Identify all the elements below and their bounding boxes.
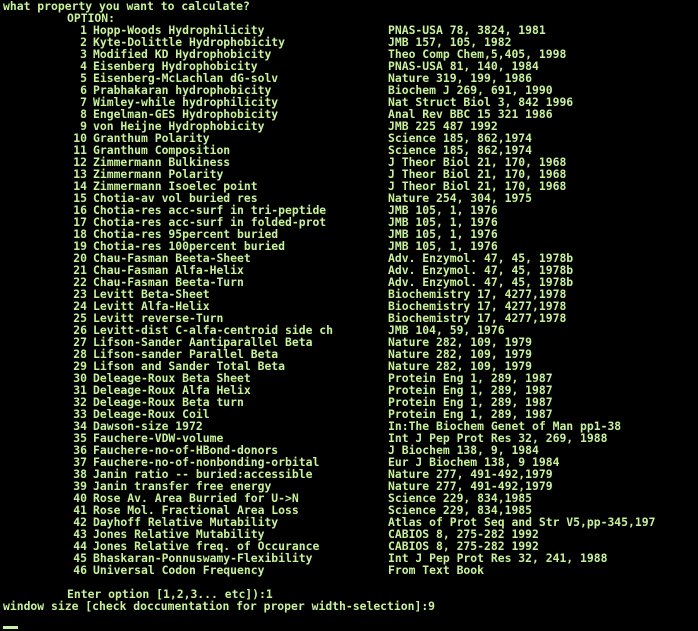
option-number: 29 — [73, 359, 87, 373]
option-reference: Biochemistry 17, 4277,1978 — [388, 299, 567, 313]
option-property-name: Engelman-GES Hydrophobicity — [93, 107, 279, 121]
option-property-name: Eisenberg-McLachlan dG-solv — [93, 71, 279, 85]
option-reference: Adv. Enzymol. 47, 45, 1978b — [388, 263, 574, 277]
option-number: 18 — [73, 227, 87, 241]
option-reference: Protein Eng 1, 289, 1987 — [388, 383, 553, 397]
option-reference: Adv. Enzymol. 47, 45, 1978b — [388, 251, 574, 265]
option-reference: Science 229, 834,1985 — [388, 503, 533, 517]
option-property-name: Jones Relative Mutability — [93, 527, 265, 541]
option-reference: Nature 319, 199, 1986 — [388, 71, 533, 85]
option-row — [0, 564, 698, 576]
option-property-name: Chotia-res acc-surf in tri-peptide — [93, 203, 327, 217]
option-reference: Int J Pep Prot Res 32, 241, 1988 — [388, 551, 608, 565]
option-reference: Nature 277, 491-492,1979 — [388, 479, 553, 493]
option-number: 14 — [73, 179, 87, 193]
option-reference: In:The Biochem Genet of Man pp1-38 — [388, 419, 622, 433]
option-property-name: Levitt Alfa-Helix — [93, 299, 210, 313]
option-property-name: Wimley-while hydrophilicity — [93, 95, 279, 109]
option-property-name: Lifson-sander Parallel Beta — [93, 347, 279, 361]
option-number: 35 — [73, 431, 87, 445]
option-number: 32 — [73, 395, 87, 409]
option-number: 5 — [80, 71, 87, 85]
option-reference: Eur J Biochem 138, 9 1984 — [388, 455, 560, 469]
option-number: 11 — [73, 143, 87, 157]
option-number: 21 — [73, 263, 87, 277]
option-reference: JMB 105, 1, 1976 — [388, 239, 498, 253]
option-number: 28 — [73, 347, 87, 361]
enter-option-prompt: Enter option [1,2,3... etc]):1 — [67, 587, 273, 601]
option-property-name: Lifson-Sander Aantiparallel Beta — [93, 335, 313, 349]
option-reference: From Text Book — [388, 563, 485, 577]
option-number: 26 — [73, 323, 87, 337]
option-number: 33 — [73, 407, 87, 421]
option-number: 40 — [73, 491, 87, 505]
option-reference: Nature 282, 109, 1979 — [388, 335, 533, 349]
option-number: 41 — [73, 503, 87, 517]
option-reference: Nature 282, 109, 1979 — [388, 347, 533, 361]
option-number: 9 — [80, 119, 87, 133]
option-property-name: Zimmermann Bulkiness — [93, 155, 231, 169]
option-reference: CABIOS 8, 275-282 1992 — [388, 527, 539, 541]
option-reference: Protein Eng 1, 289, 1987 — [388, 407, 553, 421]
option-number: 24 — [73, 299, 87, 313]
option-reference: Nat Struct Biol 3, 842 1996 — [388, 95, 574, 109]
option-property-name: Lifson and Sander Total Beta — [93, 359, 286, 373]
option-number: 46 — [73, 563, 87, 577]
option-property-name: Chotia-res 95percent buried — [93, 227, 279, 241]
option-property-name: Rose Av. Area Burried for U->N — [93, 491, 299, 505]
option-reference: Biochemistry 17, 4277,1978 — [388, 311, 567, 325]
option-property-name: Dawson-size 1972 — [93, 419, 203, 433]
option-reference: Theo Comp Chem,5,405, 1998 — [388, 47, 567, 61]
option-reference: JMB 105, 1, 1976 — [388, 215, 498, 229]
option-property-name: von Heijne Hydrophobicity — [93, 119, 265, 133]
option-reference: Int J Pep Prot Res 32, 269, 1988 — [388, 431, 608, 445]
option-number: 37 — [73, 455, 87, 469]
option-reference: JMB 225 487 1992 — [388, 119, 498, 133]
option-number: 42 — [73, 515, 87, 529]
option-reference: JMB 104, 59, 1976 — [388, 323, 505, 337]
option-property-name: Deleage-Roux Beta turn — [93, 395, 244, 409]
option-header: OPTION: — [67, 11, 116, 25]
option-reference: J Theor Biol 21, 170, 1968 — [388, 179, 567, 193]
option-number: 30 — [73, 371, 87, 385]
option-property-name: Janin ratio -- buried:accessible — [93, 467, 313, 481]
option-property-name: Kyte-Dolittle Hydrophobicity — [93, 35, 286, 49]
option-number: 10 — [73, 131, 87, 145]
option-number: 6 — [80, 83, 87, 97]
option-number: 25 — [73, 311, 87, 325]
option-number: 1 — [80, 23, 87, 37]
option-property-name: Prabhakaran hydrophobicity — [93, 83, 272, 97]
prompt-question: what property you want to calculate? — [3, 0, 250, 13]
option-number: 43 — [73, 527, 87, 541]
option-number: 44 — [73, 539, 87, 553]
option-number: 17 — [73, 215, 87, 229]
option-property-name: Eisenberg Hydrophobicity — [93, 59, 258, 73]
option-property-name: Chotia-res 100percent buried — [93, 239, 286, 253]
option-reference: CABIOS 8, 275-282 1992 — [388, 539, 539, 553]
option-property-name: Modified KD Hydrophobicity — [93, 47, 272, 61]
option-number: 13 — [73, 167, 87, 181]
option-property-name: Fauchere-no-of-HBond-donors — [93, 443, 279, 457]
option-reference: Adv. Enzymol. 47, 45, 1978b — [388, 275, 574, 289]
option-property-name: Janin transfer free energy — [93, 479, 272, 493]
option-number: 36 — [73, 443, 87, 457]
option-number: 16 — [73, 203, 87, 217]
option-reference: PNAS-USA 81, 140, 1984 — [388, 59, 539, 73]
option-property-name: Bhaskaran-Ponnuswamy-Flexibility — [93, 551, 313, 565]
option-reference: Anal Rev BBC 15 321 1986 — [388, 107, 553, 121]
option-reference: Science 185, 862,1974 — [388, 131, 533, 145]
option-property-name: Granthum Composition — [93, 143, 231, 157]
option-number: 45 — [73, 551, 87, 565]
option-number: 34 — [73, 419, 87, 433]
option-number: 4 — [80, 59, 87, 73]
option-number: 31 — [73, 383, 87, 397]
option-reference: JMB 157, 105, 1982 — [388, 35, 512, 49]
option-property-name: Fauchere-VDW-volume — [93, 431, 224, 445]
option-property-name: Chau-Fasman Beeta-Turn — [93, 275, 244, 289]
option-reference: Protein Eng 1, 289, 1987 — [388, 371, 553, 385]
option-property-name: Zimmermann Isoelec point — [93, 179, 258, 193]
option-property-name: Chau-Fasman Alfa-Helix — [93, 263, 244, 277]
option-property-name: Deleage-Roux Alfa Helix — [93, 383, 251, 397]
option-property-name: Levitt-dist C-alfa-centroid side ch — [93, 323, 334, 337]
option-number: 12 — [73, 155, 87, 169]
option-property-name: Deleage-Roux Beta Sheet — [93, 371, 251, 385]
option-property-name: Zimmermann Polarity — [93, 167, 224, 181]
option-number: 7 — [80, 95, 87, 109]
option-number: 20 — [73, 251, 87, 265]
option-number: 39 — [73, 479, 87, 493]
option-property-name: Universal Codon Frequency — [93, 563, 265, 577]
option-property-name: Hopp-Woods Hydrophilicity — [93, 23, 265, 37]
option-reference: Biochem J 269, 691, 1990 — [388, 83, 553, 97]
option-reference: J Biochem 138, 9, 1984 — [388, 443, 539, 457]
option-property-name: Granthum Polarity — [93, 131, 210, 145]
option-reference: PNAS-USA 78, 3824, 1981 — [388, 23, 546, 37]
option-reference: J Theor Biol 21, 170, 1968 — [388, 167, 567, 181]
option-property-name: Chotia-res acc-surf in folded-prot — [93, 215, 327, 229]
option-property-name: Rose Mol. Fractional Area Loss — [93, 503, 299, 517]
option-reference: Nature 277, 491-492,1979 — [388, 467, 553, 481]
option-reference: JMB 105, 1, 1976 — [388, 227, 498, 241]
option-number: 8 — [80, 107, 87, 121]
option-property-name: Levitt reverse-Turn — [93, 311, 224, 325]
option-number: 23 — [73, 287, 87, 301]
option-property-name: Dayhoff Relative Mutability — [93, 515, 279, 529]
option-number: 3 — [80, 47, 87, 61]
option-number: 27 — [73, 335, 87, 349]
option-reference: Biochemistry 17, 4277,1978 — [388, 287, 567, 301]
option-number: 22 — [73, 275, 87, 289]
option-reference: Protein Eng 1, 289, 1987 — [388, 395, 553, 409]
option-property-name: Chotia-av vol buried res — [93, 191, 258, 205]
option-property-name: Chau-Fasman Beeta-Sheet — [93, 251, 251, 265]
window-size-prompt: window size [check doccumentation for proper width-selection]:9 — [3, 599, 436, 613]
option-number: 2 — [80, 35, 87, 49]
option-reference: J Theor Biol 21, 170, 1968 — [388, 155, 567, 169]
option-reference: JMB 105, 1, 1976 — [388, 203, 498, 217]
option-reference: Atlas of Prot Seq and Str V5,pp-345,197 — [388, 515, 656, 529]
option-number: 38 — [73, 467, 87, 481]
option-property-name: Levitt Beta-Sheet — [93, 287, 210, 301]
text-cursor — [3, 626, 18, 629]
option-property-name: Jones Relative freq. of Occurance — [93, 539, 320, 553]
option-property-name: Deleage-Roux Coil — [93, 407, 210, 421]
option-reference: Nature 254, 304, 1975 — [388, 191, 533, 205]
option-reference: Science 229, 834,1985 — [388, 491, 533, 505]
option-property-name: Fauchere-no-of-nonbonding-orbital — [93, 455, 320, 469]
option-number: 15 — [73, 191, 87, 205]
option-reference: Science 185, 862,1974 — [388, 143, 533, 157]
option-number: 19 — [73, 239, 87, 253]
option-reference: Nature 282, 109, 1979 — [388, 359, 533, 373]
